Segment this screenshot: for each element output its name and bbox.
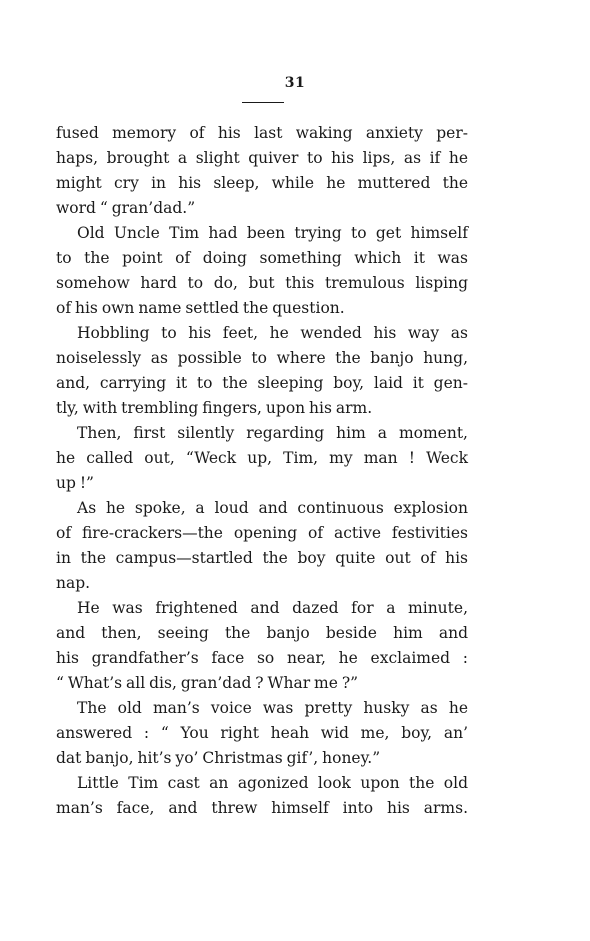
text-line: up !” xyxy=(56,474,94,493)
text-line: he called out, “Weck up, Tim, my man ! Weck xyxy=(56,449,468,468)
text-line: haps, brought a slight quiver to his lips, as if he xyxy=(56,149,468,168)
text-line: noiselessly as possible to where the banjo hung, xyxy=(56,349,468,368)
text-line: man’s face, and threw himself into his arms. xyxy=(56,799,468,818)
text-line: to the point of doing something which it was xyxy=(56,249,468,268)
text-line: and then, seeing the banjo beside him and xyxy=(56,624,468,643)
text-line: fused memory of his last waking anxiety per- xyxy=(56,124,468,142)
text-line: Then, first silently regarding him a moment, xyxy=(77,424,468,443)
page-number: 31 xyxy=(284,75,306,91)
text-line: somehow hard to do, but this tremulous lisping xyxy=(56,274,468,293)
text-line: tly, with trembling fingers, upon his arm. xyxy=(56,399,373,418)
text-line: in the campus—startled the boy quite out of his xyxy=(56,549,468,568)
text-line: of his own name settled the question. xyxy=(56,299,345,318)
text-line: Little Tim cast an agonized look upon the old xyxy=(77,774,468,793)
text-line: “ What’s all dis, gran’dad ? Whar me ?” xyxy=(56,674,359,693)
text-line: of fire-crackers—the opening of active festivities xyxy=(56,524,468,543)
text-line: nap. xyxy=(56,574,91,593)
page-number-rule xyxy=(242,102,284,103)
text-line: The old man’s voice was pretty husky as he xyxy=(77,699,468,718)
text-line: He was frightened and dazed for a minute, xyxy=(77,599,468,618)
text-line: and, carrying it to the sleeping boy, laid it gen- xyxy=(56,374,468,393)
text-line: his grandfather’s face so near, he exclaimed : xyxy=(56,649,468,668)
body-text xyxy=(56,121,468,821)
text-line: dat banjo, hit’s yo’ Christmas gif’, honey.” xyxy=(56,749,381,768)
text-line: Old Uncle Tim had been trying to get himself xyxy=(77,224,468,243)
text-line: Hobbling to his feet, he wended his way as xyxy=(77,324,468,343)
text-line: As he spoke, a loud and continuous explosion xyxy=(77,499,468,518)
text-line: might cry in his sleep, while he muttered the xyxy=(56,174,468,193)
text-line: word “ gran’dad.” xyxy=(56,199,196,218)
text-line: answered : “ You right heah wid me, boy, an’ xyxy=(56,724,468,743)
